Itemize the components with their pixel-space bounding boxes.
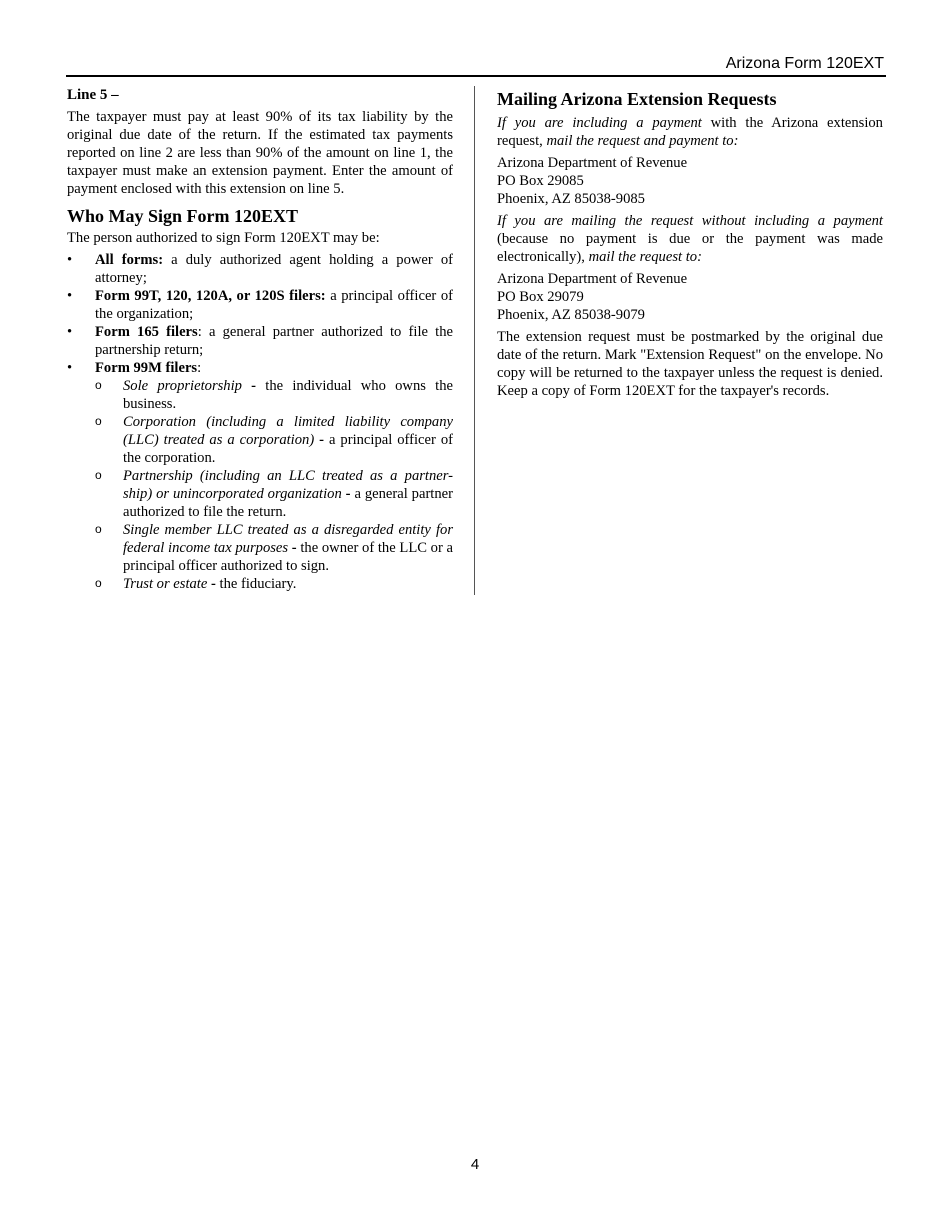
sub-list-item (67, 467, 453, 521)
bullet-icon: • (67, 360, 73, 376)
line5-heading: Line 5 – (67, 87, 119, 103)
bullet-icon: • (67, 288, 73, 304)
circle-bullet-icon: o (95, 576, 102, 590)
signer-list (67, 251, 453, 593)
sign-heading: Who May Sign Form 120EXT (67, 206, 299, 226)
header-rule (66, 75, 886, 77)
left-column (67, 86, 453, 593)
address-line: Phoenix, AZ 85038-9079 (497, 307, 645, 323)
bullet-label: Form 99M filers (95, 360, 198, 376)
mailing-heading: Mailing Arizona Extension Requests (497, 89, 777, 109)
page-number: 4 (470, 1156, 480, 1173)
sub-item-entity: Corporation (including a limited liability company (LLC) treated as a corporation) (123, 414, 453, 448)
sub-item-entity: Sole proprietorship (123, 378, 242, 394)
sub-list-item (67, 575, 453, 593)
without-payment-instruction: mail the request to: (588, 249, 702, 265)
sub-item-text: a general partner authorized to file the return. (123, 486, 453, 520)
sub-item-separator: - (341, 486, 355, 502)
address-without-payment (497, 270, 883, 324)
bullet-text: a duly authorized agent holding a power of attorney; (95, 252, 453, 286)
sub-item-separator: - (288, 540, 301, 556)
sub-item-separator: - (241, 378, 266, 394)
sub-item-entity: Partnership (including an LLC treated as a partner-ship) or unincorporated organization (123, 468, 453, 502)
address-line: Arizona Department of Revenue (497, 271, 688, 287)
with-payment-instruction: mail the request and payment to: (546, 133, 739, 149)
address-line: PO Box 29085 (497, 173, 584, 189)
line5-paragraph: The taxpayer must pay at least 90% of its tax liability by the original due date of the return. If the estimated tax payments reported on line 2 are less than 90% of the amount on line 1, the taxpayer must make an extension payment. Enter the amount of payment enclosed with this extension on line 5. (67, 109, 453, 197)
list-item (67, 251, 453, 287)
form99m-sublist (95, 377, 453, 593)
right-column (497, 86, 883, 400)
sub-item-entity: Trust or estate (123, 576, 208, 592)
sub-list-item (67, 413, 453, 467)
sub-list-item (67, 377, 453, 413)
bullet-text: a principal officer of the organization; (95, 288, 453, 322)
bullet-icon: • (67, 252, 73, 268)
sub-item-text: the owner of the LLC or a principal officer authorized to sign. (123, 540, 453, 574)
bullet-label: Form 99T, 120, 120A, or 120S filers: (95, 288, 326, 304)
with-payment-paragraph (497, 114, 883, 150)
postmark-paragraph: The extension request must be postmarked by the original due date of the return. Mark "Extension Request" on the envelope. No copy will be returned to the taxpayer unless the request is denied. Keep a copy of Form 120EXT for the taxpayer's records. (497, 329, 883, 399)
address-with-payment (497, 154, 883, 208)
bullet-label: All forms: (95, 252, 164, 268)
address-line: PO Box 29079 (497, 289, 584, 305)
address-line: Arizona Department of Revenue (497, 155, 688, 171)
without-payment-text: (because no payment is due or the payment was made electronically), (497, 231, 883, 265)
without-payment-paragraph (497, 212, 883, 266)
list-item (67, 323, 453, 359)
form-title: Arizona Form 120EXT (725, 55, 884, 72)
bullet-text: : (197, 360, 202, 376)
with-payment-text: with the Arizona extension request, (497, 115, 883, 149)
sub-item-text: the fiduciary. (219, 576, 297, 592)
sign-intro: The person authorized to sign Form 120EXT may be: (67, 230, 380, 246)
column-divider (474, 86, 475, 595)
sub-item-text: a principal officer of the corporation. (123, 432, 453, 466)
sub-item-separator: - (207, 576, 220, 592)
sub-list-item (67, 521, 453, 575)
bullet-icon: • (67, 324, 73, 340)
with-payment-condition: If you are including a payment (497, 115, 702, 131)
circle-bullet-icon: o (95, 378, 102, 392)
sub-item-separator: - (314, 432, 329, 448)
bullet-text: : a general partner authorized to file the partnership return; (95, 324, 453, 358)
without-payment-condition: If you are mailing the request without including a payment (497, 213, 883, 229)
circle-bullet-icon: o (95, 522, 102, 536)
circle-bullet-icon: o (95, 468, 102, 482)
circle-bullet-icon: o (95, 414, 102, 428)
list-item (67, 359, 453, 593)
sub-item-text: the individual who owns the business. (123, 378, 453, 412)
sub-item-entity: Single member LLC treated as a disregarded entity for federal income tax purposes (123, 522, 453, 556)
address-line: Phoenix, AZ 85038-9085 (497, 191, 645, 207)
list-item (67, 287, 453, 323)
bullet-label: Form 165 filers (95, 324, 198, 340)
